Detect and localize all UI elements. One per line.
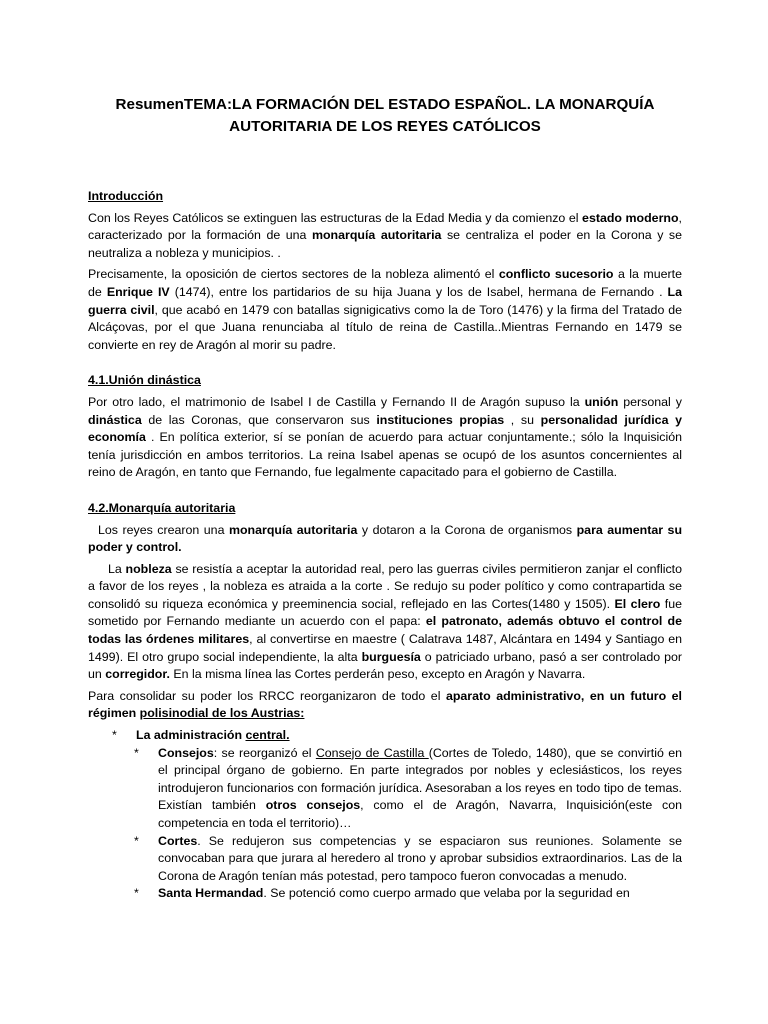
union-heading: 4.1.Unión dinástica: [88, 373, 201, 388]
union-paragraph: Por otro lado, el matrimonio de Isabel I de Castilla y Fernando II de Aragón supuso la unión personal y dinástica de las Coronas, que conservaron sus instituciones propias , su personalidad jurídica y economía . En política exterior, sí se ponían de acuerdo para actuar conjuntamente.; sólo la Inquisición tenía jurisdicción en ambos territorios. La reina Isabel apenas se ocupó de los asuntos concernientes al reino de Aragón, en tanto que Fernando, fue legalmente capacitado para el gobierno de Castilla.: [88, 394, 682, 480]
bullet-star: *: [112, 728, 117, 743]
monarquia-paragraph-2: La nobleza se resistía a aceptar la autoridad real, pero las guerras civiles permitieron zanjar el conflicto a favor de los reyes , la nobleza es atraida a la corte . Se redujo su poder político y como contrapartida se consolidó su riqueza económica y preeminencia social, reflejado en las Cortes(1480 y 1505). El clero fue sometido por Fernando mediante un acuerdo con el papa: el patronato, además obtuvo el control de todas las órdenes militares, al convertirse en maestre ( Calatrava 1487, Alcántara en 1494 y Santiago en 1499). El otro grupo social independiente, la alta burguesía o patriciado urbano, pasó a ser controlado por un corregidor. En la misma línea las Cortes perderán peso, excepto en Aragón y Navarra.: [88, 561, 683, 682]
document-title: [88, 94, 682, 138]
bullet-star: *: [134, 833, 139, 848]
monarquia-paragraph-3: Para consolidar su poder los RRCC reorganizaron de todo el aparato administrativo, en un futuro el régimen polisinodial de los Austrias:: [88, 688, 682, 721]
admin-list: [88, 727, 682, 745]
monarquia-paragraph-1: Los reyes crearon una monarquía autoritaria y dotaron a la Corona de organismos para aumentar su poder y control.: [88, 522, 683, 555]
list-item-santa-hermandad: * Santa Hermandad. Se potenció como cuerpo armado que velaba por la seguridad en: [134, 885, 682, 903]
bullet-star: *: [134, 745, 139, 760]
title-line-1: ResumenTEMA:LA FORMACIÓN DEL ESTADO ESPAÑOL. LA MONARQUÍA: [115, 96, 655, 113]
intro-paragraph-1: Con los Reyes Católicos se extinguen las estructuras de la Edad Media y da comienzo el estado moderno, caracterizado por la formación de una monarquía autoritaria se centraliza el poder en la Corona y se neutraliza a nobleza y municipios. .: [88, 210, 682, 260]
title-line-2: AUTORITARIA DE LOS REYES CATÓLICOS: [229, 118, 541, 135]
list-item-administracion: * La administración central.: [112, 727, 682, 745]
admin-sublist: [88, 745, 682, 903]
monarquia-heading: 4.2.Monarquía autoritaria: [88, 500, 236, 515]
intro-paragraph-2: Precisamente, la oposición de ciertos sectores de la nobleza alimentó el conflicto sucesorio a la muerte de Enrique IV (1474), entre los partidarios de su hija Juana y los de Isabel, hermana de Fernando . La guerra civil, que acabó en 1479 con batallas signigicativs como la de Toro (1476) y la firma del Tratado de Alcáçovas, por el que Juana renunciaba al título de reina de Castilla..Mientras Fernando en 1479 se convierte en rey de Aragón al morir su padre.: [88, 267, 683, 352]
bullet-star: *: [134, 886, 139, 901]
list-item-consejos: * Consejos: se reorganizó el Consejo de Castilla (Cortes de Toledo, 1480), que se convirtió en el principal órgano de gobierno. En parte integrados por nobles y eclesiásticos, los reyes introdujeron funcionarios con formación jurídica. Asesoraban a los reyes en todo tipo de temas. Existían también otros consejos, como el de Aragón, Navarra, Inquisición(este con competencia en toda el territorio)…: [134, 745, 683, 830]
intro-heading: Introducción: [88, 189, 164, 203]
list-item-cortes: * Cortes. Se redujeron sus competencias y se espaciaron sus reuniones. Solamente se convocaban para que jurara al heredero al trono y aprobar subsidios extraordinarios. Las de la Corona de Aragón tenían más potestad, pero tampoco fueron convocadas a menudo.: [134, 833, 682, 883]
